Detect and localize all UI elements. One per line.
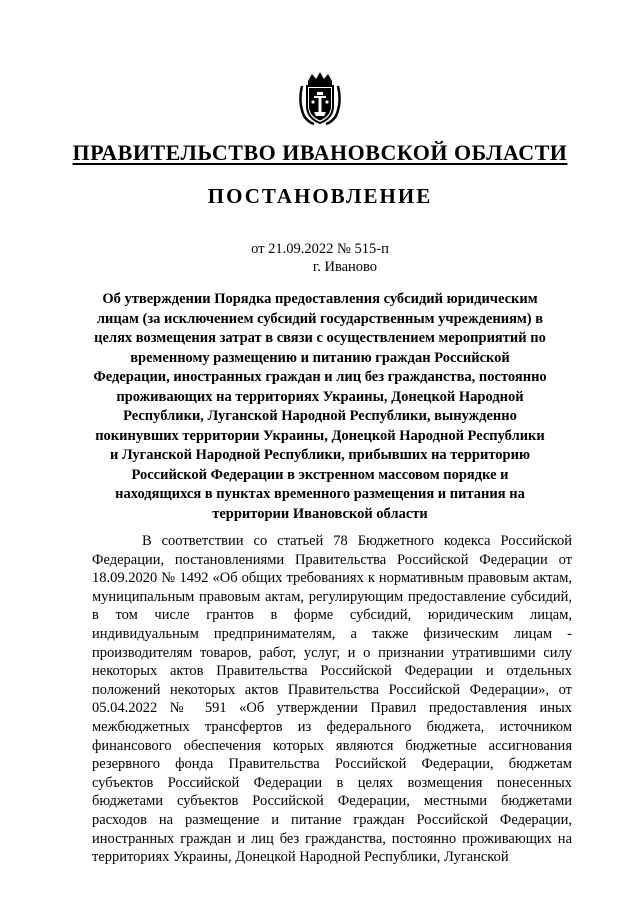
organization-title [0,140,640,166]
ivanovo-coat-of-arms-icon [298,72,342,126]
organization-title-text: ПРАВИТЕЛЬСТВО ИВАНОВСКОЙ ОБЛАСТИ [72,140,568,165]
document-date-number: от 21.09.2022 № 515-п [251,241,389,257]
document-subject: Об утверждении Порядка предоставления субсидий юридическим лицам (за исключением субсидий государственным учреждениям) в целях возмещения затрат в связи с осуществлением мероприятий по временному размещению и питанию граждан Российской Федерации, иностранных граждан и лиц без гражданства, постоянно проживающих на территориях Украины, Донецкой Народной Республики, Луганской Народной Республики, вынужденно покинувших территории Украины, Донецкой Народной Республики и Луганской Народной Республики, прибывших на территорию Российской Федерации в экстренном массовом порядке и находящихся в пунктах временного размещения и питания на территории Ивановской области [93,291,547,522]
body-paragraph: В соответствии со статьей 78 Бюджетного кодекса Российской Федерации, постановлениями Правительства Российской Федерации от 18.09.2020 № 1492 «Об общих требованиях к нормативным правовым актам, муниципальным правовым актам, регулирующим предоставление субсидий, в том числе грантов в форме субсидий, юридическим лицам, индивидуальным предпринимателям, а также физическим лицам - производителям товаров, работ, услуг, и о признании утратившими силу некоторых актов Правительства Российской Федерации и отдельных положений некоторых актов Правительства Российской Федерации», от 05.04.2022 № 591 «Об утверждении Правил предоставления иных межбюджетных трансфертов из федерального бюджета, источником финансового обеспечения которых являются бюджетные ассигнования резервного фонда Правительства Российской Федерации, бюджетам субъектов Российской Федерации в целях возмещения понесенных бюджетами субъектов Российской Федерации, местными бюджетами расходов на размещение и питание граждан Российской Федерации, иностранных граждан и лиц без гражданства, постоянно проживающих на территориях Украины, Донецкой Народной Республики, Луганской [92,533,572,866]
document-place: г. Иваново [312,259,378,275]
document-type: ПОСТАНОВЛЕНИЕ [207,184,433,208]
document-meta [0,240,640,276]
